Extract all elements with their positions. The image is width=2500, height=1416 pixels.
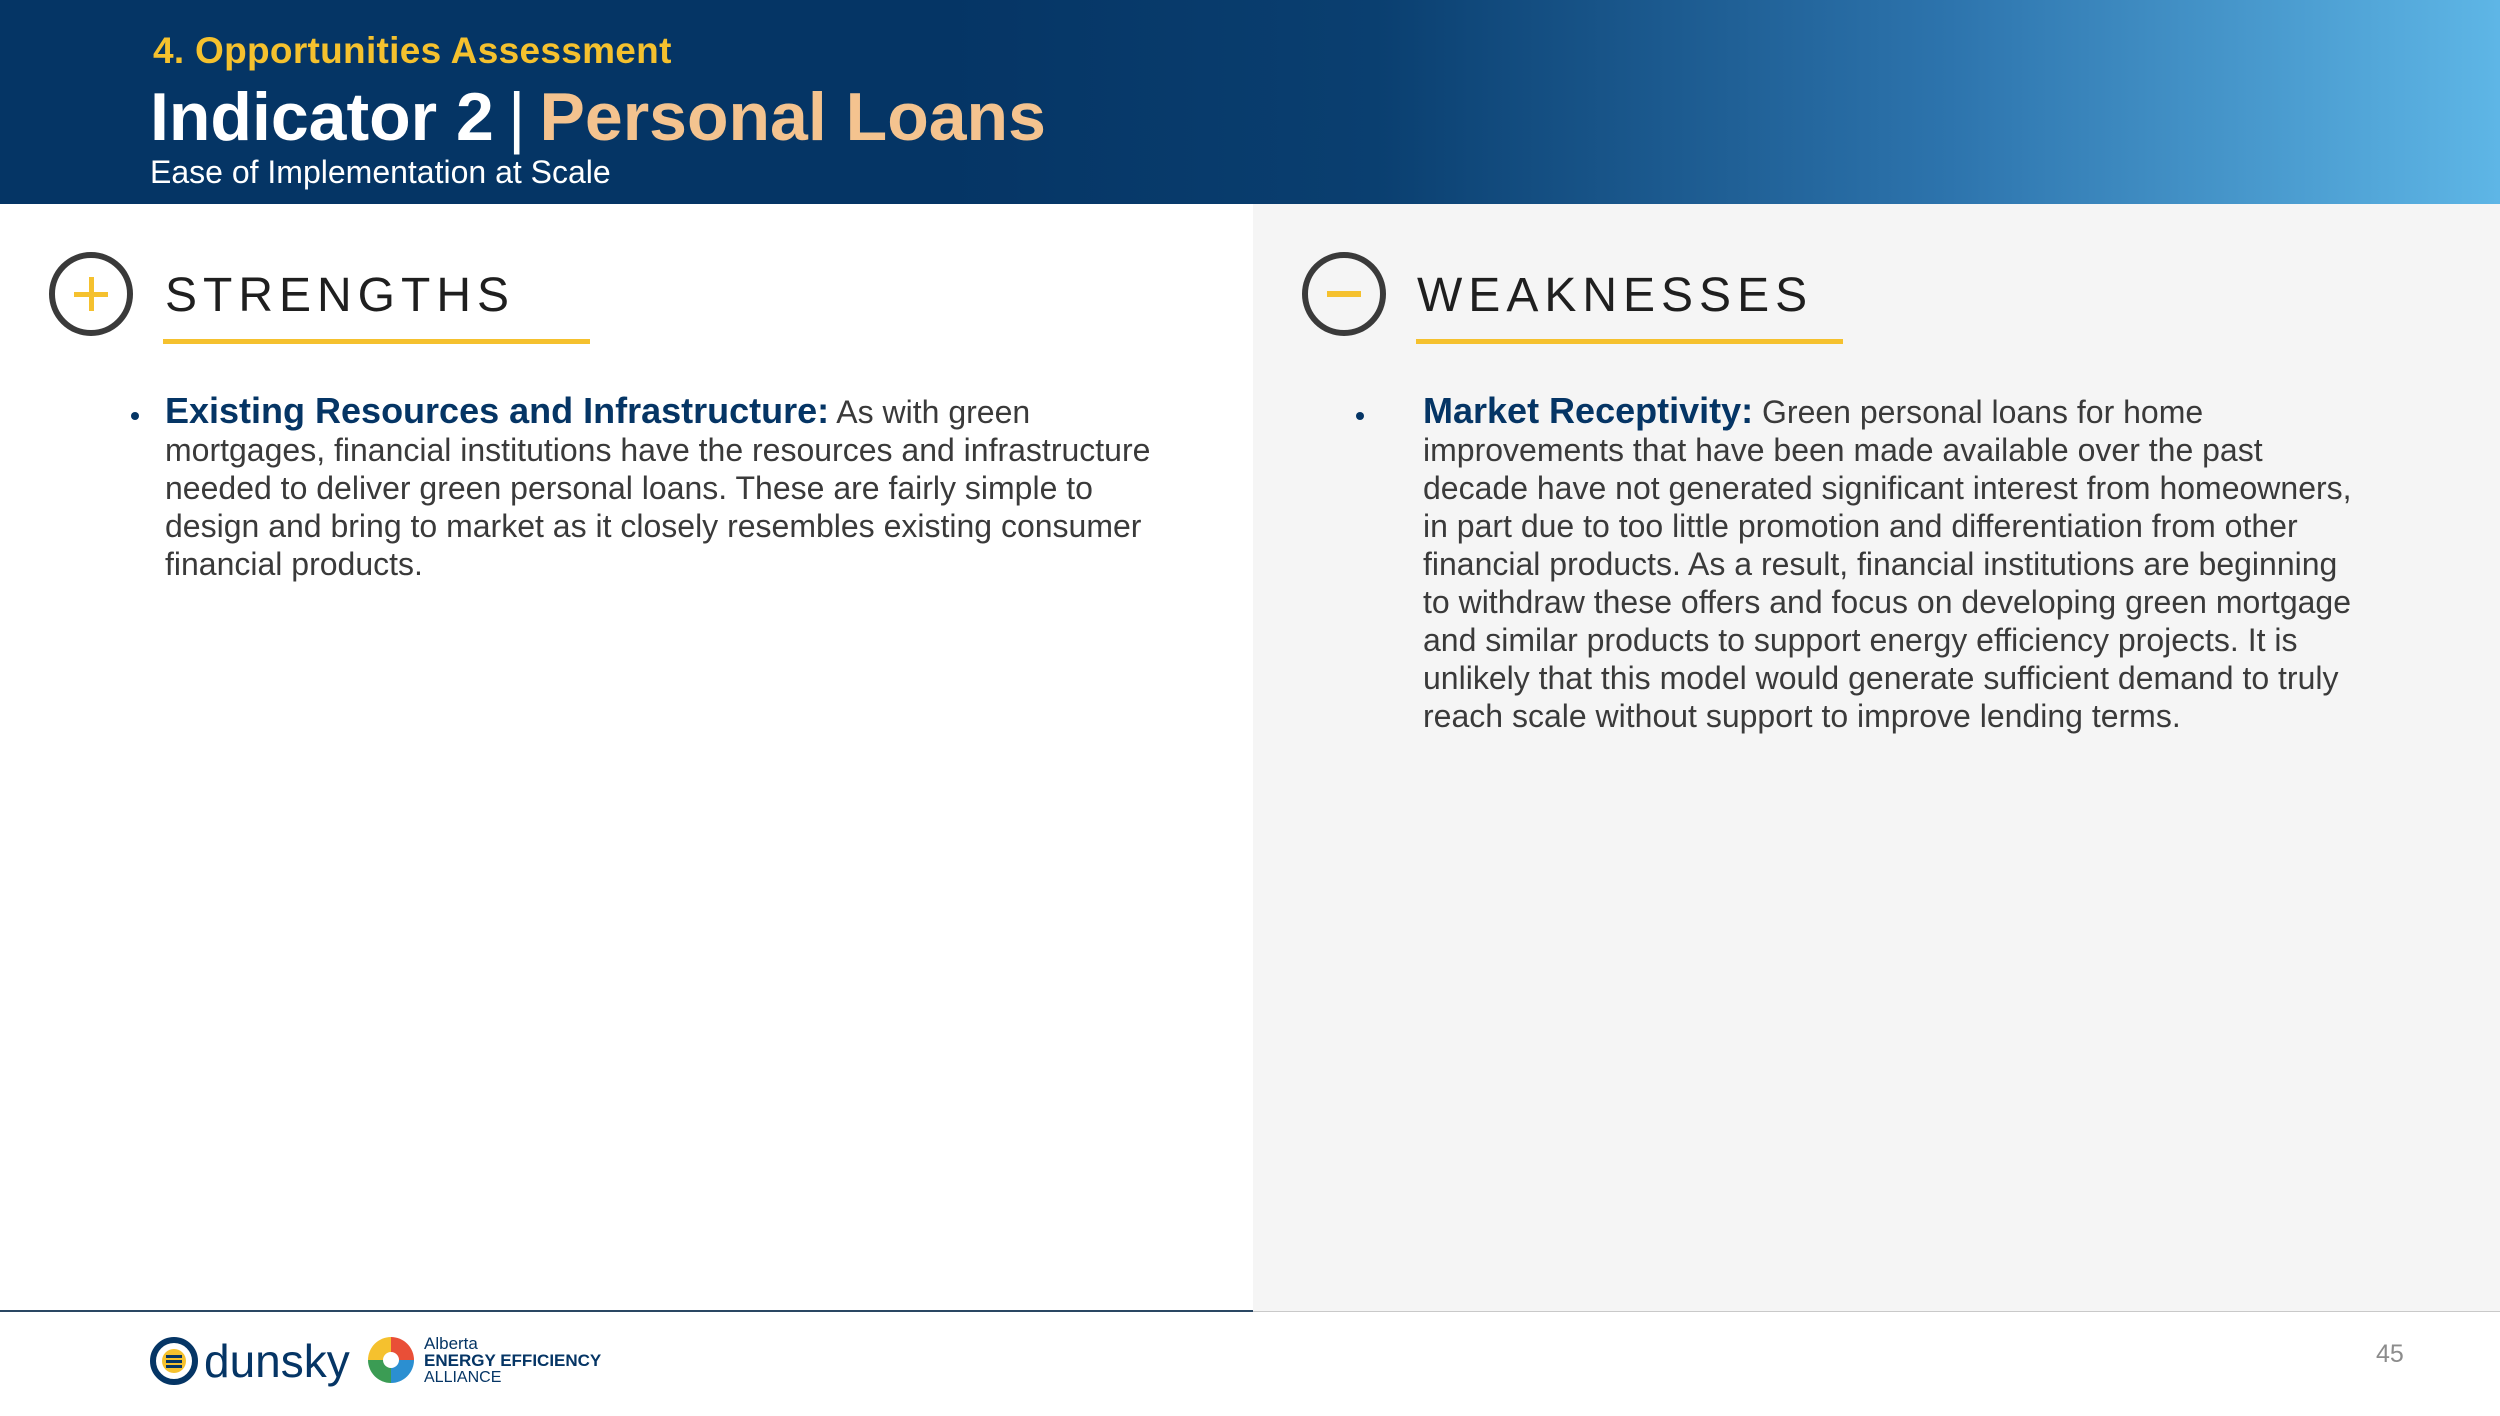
aeea-logo-line3: ALLIANCE xyxy=(424,1368,502,1386)
strengths-heading: STRENGTHS xyxy=(165,269,516,322)
dunsky-logo xyxy=(150,1333,350,1389)
strengths-line-1: Existing Resources and Infrastructure: As with green xyxy=(165,390,1031,431)
strengths-line-3: needed to deliver green personal loans. These are fairly simple to xyxy=(165,470,1093,506)
weaknesses-bullet-dot xyxy=(1356,412,1364,420)
plus-icon xyxy=(49,252,133,336)
strengths-underline xyxy=(163,339,590,344)
page-subtitle: Ease of Implementation at Scale xyxy=(150,154,611,190)
weaknesses-line-2: improvements that have been made available over the past xyxy=(1423,432,2263,468)
footer-divider-right xyxy=(1253,1311,2500,1312)
strengths-bullet-text xyxy=(165,392,1165,583)
weaknesses-line-5: financial products. As a result, financial institutions are beginning xyxy=(1423,546,2338,582)
strengths-line-4: design and bring to market as it closely resembles existing consumer xyxy=(165,508,1142,544)
aeea-logo xyxy=(366,1328,601,1392)
page-title xyxy=(150,78,1046,156)
footer-divider xyxy=(0,1310,1253,1312)
strengths-bullet-lead: Existing Resources and Infrastructure: xyxy=(165,390,830,431)
weaknesses-heading: WEAKNESSES xyxy=(1417,269,1814,322)
weaknesses-bullet-text xyxy=(1423,392,2483,735)
weaknesses-underline xyxy=(1416,339,1843,344)
strengths-line-2: mortgages, financial institutions have the resources and infrastructure xyxy=(165,432,1151,468)
weaknesses-panel-background xyxy=(1253,204,2500,1312)
header-banner xyxy=(0,0,2500,204)
strengths-line-5: financial products. xyxy=(165,546,423,582)
weaknesses-line-4: in part due to too little promotion and differentiation from other xyxy=(1423,508,2298,544)
weaknesses-line-8: unlikely that this model would generate sufficient demand to truly xyxy=(1423,660,2339,696)
weaknesses-bullet-lead: Market Receptivity: xyxy=(1423,390,1754,431)
title-main: Indicator 2 xyxy=(150,79,494,155)
weaknesses-line-7: and similar products to support energy efficiency projects. It is xyxy=(1423,622,2298,658)
dunsky-logo-icon xyxy=(150,1337,198,1385)
weaknesses-line-9: reach scale without support to improve lending terms. xyxy=(1423,698,2181,734)
weaknesses-line-6: to withdraw these offers and focus on developing green mortgage xyxy=(1423,584,2351,620)
title-separator: | xyxy=(507,79,526,155)
aeea-logo-icon xyxy=(366,1335,416,1385)
minus-icon xyxy=(1302,252,1386,336)
dunsky-logo-text: dunsky xyxy=(204,1335,350,1387)
weaknesses-line-1: Market Receptivity: Green personal loans for home xyxy=(1423,390,2204,431)
section-label: 4. Opportunities Assessment xyxy=(153,30,672,71)
aeea-logo-line1: Alberta xyxy=(424,1333,478,1353)
aeea-logo-line2: ENERGY EFFICIENCY xyxy=(424,1350,602,1370)
weaknesses-line-3: decade have not generated significant interest from homeowners, xyxy=(1423,470,2352,506)
strengths-bullet-dot xyxy=(131,412,139,420)
page-number: 45 xyxy=(2376,1340,2404,1368)
title-accent: Personal Loans xyxy=(539,79,1046,155)
